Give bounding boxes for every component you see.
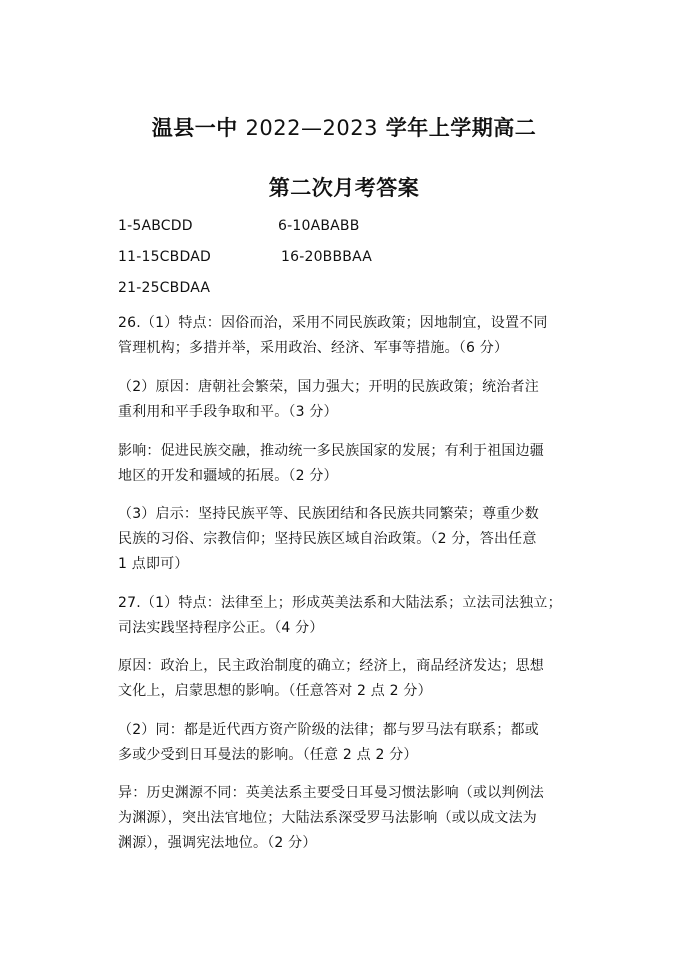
text-line: 27.（1）特点：法律至上；形成英美法系和大陆法系；立法司法独立；: [118, 595, 562, 611]
answer-26-3: [118, 502, 539, 577]
document-title: [0, 112, 688, 142]
text-line: 司法实践坚持程序公正。（4 分）: [118, 620, 324, 636]
title-term: 学年上学期高二: [377, 116, 537, 140]
text-line: 重利用和平手段争取和平。（3 分）: [118, 404, 338, 420]
answer-27-1: [118, 591, 562, 641]
answer-27-2-difference: [118, 781, 544, 856]
answer-key-16-20: 16-20BBBAA: [281, 249, 373, 265]
text-line: 1 点即可）: [118, 556, 189, 572]
text-line: 文化上，启蒙思想的影响。（任意答对 2 点 2 分）: [118, 683, 432, 699]
text-line: 影响：促进民族交融，推动统一多民族国家的发展；有利于祖国边疆: [118, 443, 544, 459]
text-line: 多或少受到日耳曼法的影响。（任意 2 点 2 分）: [118, 747, 418, 763]
text-line: 地区的开发和疆域的拓展。（2 分）: [118, 468, 338, 484]
text-line: （2）同：都是近代西方资产阶级的法律；都与罗马法有联系；都或: [118, 722, 539, 738]
answer-27-1-reason: [118, 654, 544, 704]
answer-26-2: [118, 375, 539, 425]
title-school: 温县一中: [151, 116, 246, 140]
document-subtitle: 第二次月考答案: [268, 176, 420, 200]
answer-key-11-15: 11-15CBDAD: [118, 249, 211, 265]
answer-27-2: [118, 718, 539, 768]
answer-key-6-10: 6-10ABABB: [278, 218, 360, 234]
text-line: 异：历史渊源不同：英美法系主要受日耳曼习惯法影响（或以判例法: [118, 785, 544, 801]
text-line: 为渊源），突出法官地位；大陆法系深受罗马法影响（或以成文法为: [118, 810, 537, 826]
text-line: 管理机构；多措并举，采用政治、经济、军事等措施。（6 分）: [118, 340, 509, 356]
text-line: 26.（1）特点：因俗而治，采用不同民族政策；因地制宜，设置不同: [118, 315, 548, 331]
text-line: （2）原因：唐朝社会繁荣，国力强大；开明的民族政策；统治者注: [118, 379, 539, 395]
text-line: （3）启示：坚持民族平等、民族团结和各民族共同繁荣；尊重少数: [118, 506, 539, 522]
text-line: 渊源），强调宪法地位。（2 分）: [118, 835, 317, 851]
text-line: 民族的习俗、宗教信仰；坚持民族区域自治政策。（2 分，答出任意: [118, 531, 537, 547]
answer-26-2-impact: [118, 439, 544, 489]
answer-26-1: [118, 311, 548, 361]
text-line: 原因：政治上，民主政治制度的确立；经济上，商品经济发达；思想: [118, 658, 544, 674]
title-years: 2022—2023: [245, 116, 378, 140]
answer-key-1-5: 1-5ABCDD: [118, 218, 193, 234]
answer-key-21-25: 21-25CBDAA: [118, 280, 211, 296]
